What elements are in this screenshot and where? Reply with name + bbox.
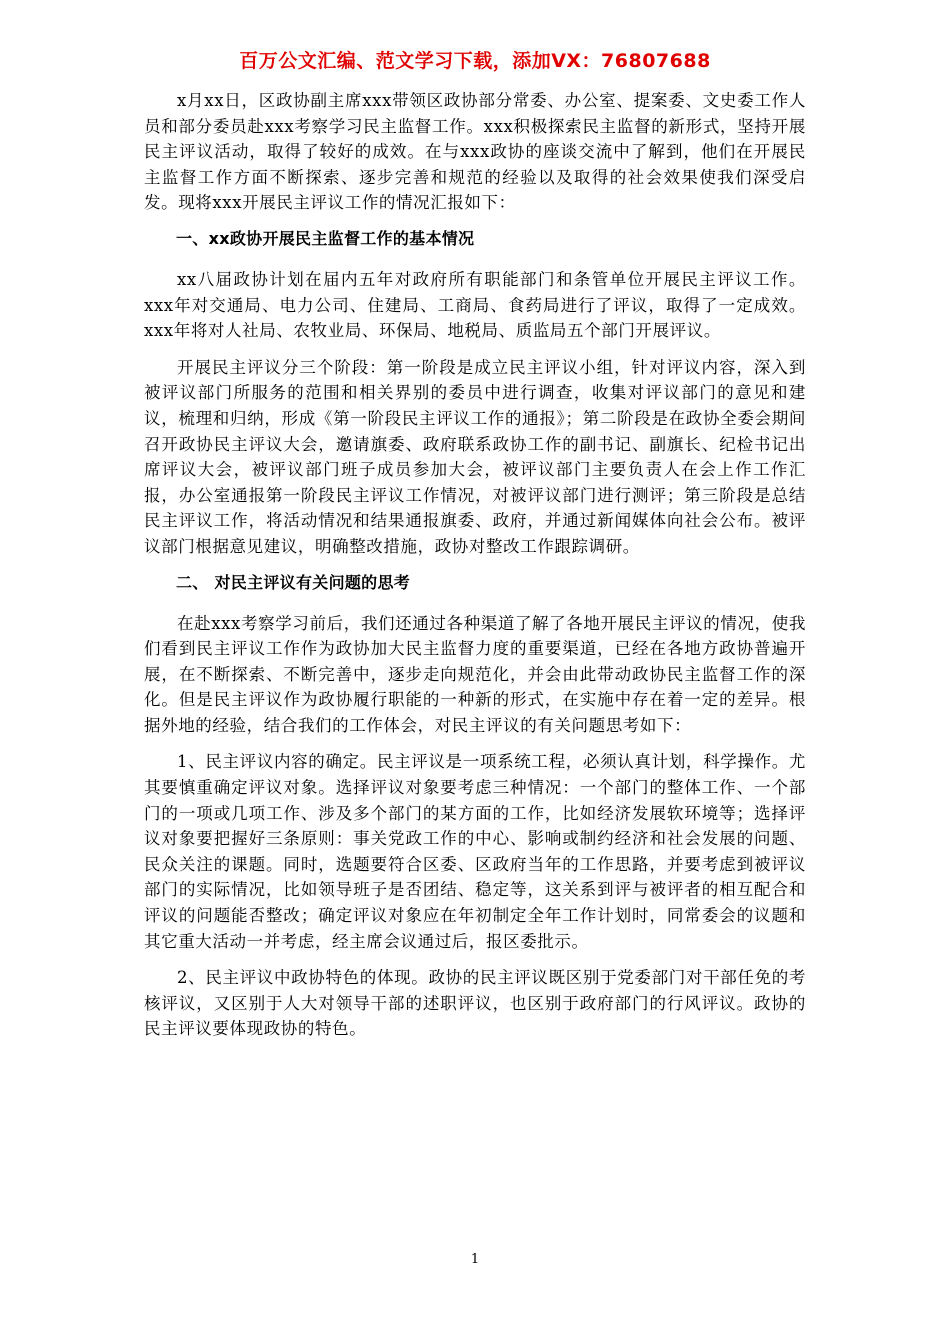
page-number: 1 <box>470 1252 480 1267</box>
document-body <box>144 88 806 1053</box>
watermark-banner: 百万公文汇编、范文学习下载，添加VX：76807688 <box>239 50 711 72</box>
paragraph-plan: xx八届政协计划在届内五年对政府所有职能部门和条管单位开展民主评议工作。xxx年对交通局、电力公司、住建局、工商局、食药局进行了评议，取得了一定成效。xxx年将对人社局、农牧业局、环保局、地税局、质监局五个部门开展评议。 <box>144 269 806 341</box>
section-heading-2: 二、 对民主评议有关问题的思考 <box>176 572 411 592</box>
paragraph-point-1: 1、民主评议内容的确定。民主评议是一项系统工程，必须认真计划，科学操作。尤其要慎重确定评议对象。选择评议对象要考虑三种情况：一个部门的整体工作、一个部门的一项或几项工作、涉及多个部门的某方面的工作，比如经济发展软环境等；选择评议对象要把握好三条原则：事关党政工作的中心、影响或制约经济和社会发展的问题、民众关注的课题。同时，选题要符合区委、区政府当年的工作思路，并要考虑到被评议部门的实际情况，比如领导班子是否团结、稳定等，这关系到评与被评者的相互配合和评议的问题能否整改；确定评议对象应在年初制定全年工作计划时，同常委会的议题和其它重大活动一并考虑，经主席会议通过后，报区委批示。 <box>144 752 806 951</box>
paragraph-stages: 开展民主评议分三个阶段：第一阶段是成立民主评议小组，针对评议内容，深入到被评议部门所服务的范围和相关界别的委员中进行调查，收集对评议部门的意见和建议，梳理和归纳，形成《第一阶段民主评议工作的通报》；第二阶段是在政协全委会期间召开政协民主评议大会，邀请旗委、政府联系政协工作的副书记、副旗长、纪检书记出席评议大会，被评议部门班子成员参加大会，被评议部门主要负责人在会上作工作汇报，办公室通报第一阶段民主评议工作情况，对被评议部门进行测评；第三阶段是总结民主评议工作，将活动情况和结果通报旗委、政府，并通过新闻媒体向社会公布。被评议部门根据意见建议，明确整改措施，政协对整改工作跟踪调研。 <box>144 357 806 556</box>
paragraph-point-2: 2、民主评议中政协特色的体现。政协的民主评议既区别于党委部门对干部任免的考核评议，又区别于人大对领导干部的述职评议，也区别于政府部门的行风评议。政协的民主评议要体现政协的特色。 <box>144 968 806 1039</box>
paragraph-reflection: 在赴xxx考察学习前后，我们还通过各种渠道了解了各地开展民主评议的情况，使我们看到民主评议工作作为政协加大民主监督力度的重要渠道，已经在各地方政协普遍开展，在不断探索、不断完善中，逐步走向规范化，并会由此带动政协民主监督工作的深化。但是民主评议作为政协履行职能的一种新的形式，在实施中存在着一定的差异。根据外地的经验，结合我们的工作体会，对民主评议的有关问题思考如下： <box>144 613 806 735</box>
intro-paragraph: x月xx日，区政协副主席xxx带领区政协部分常委、办公室、提案委、文史委工作人员和部分委员赴xxx考察学习民主监督工作。xxx积极探索民主监督的新形式，坚持开展民主评议活动，取得了较好的成效。在与xxx政协的座谈交流中了解到，他们在开展民主监督工作方面不断探索、逐步完善和规范的经验以及取得的社会效果使我们深受启发。现将xxx开展民主评议工作的情况汇报如下： <box>144 91 806 213</box>
section-heading-1: 一、xx政协开展民主监督工作的基本情况 <box>176 228 475 248</box>
